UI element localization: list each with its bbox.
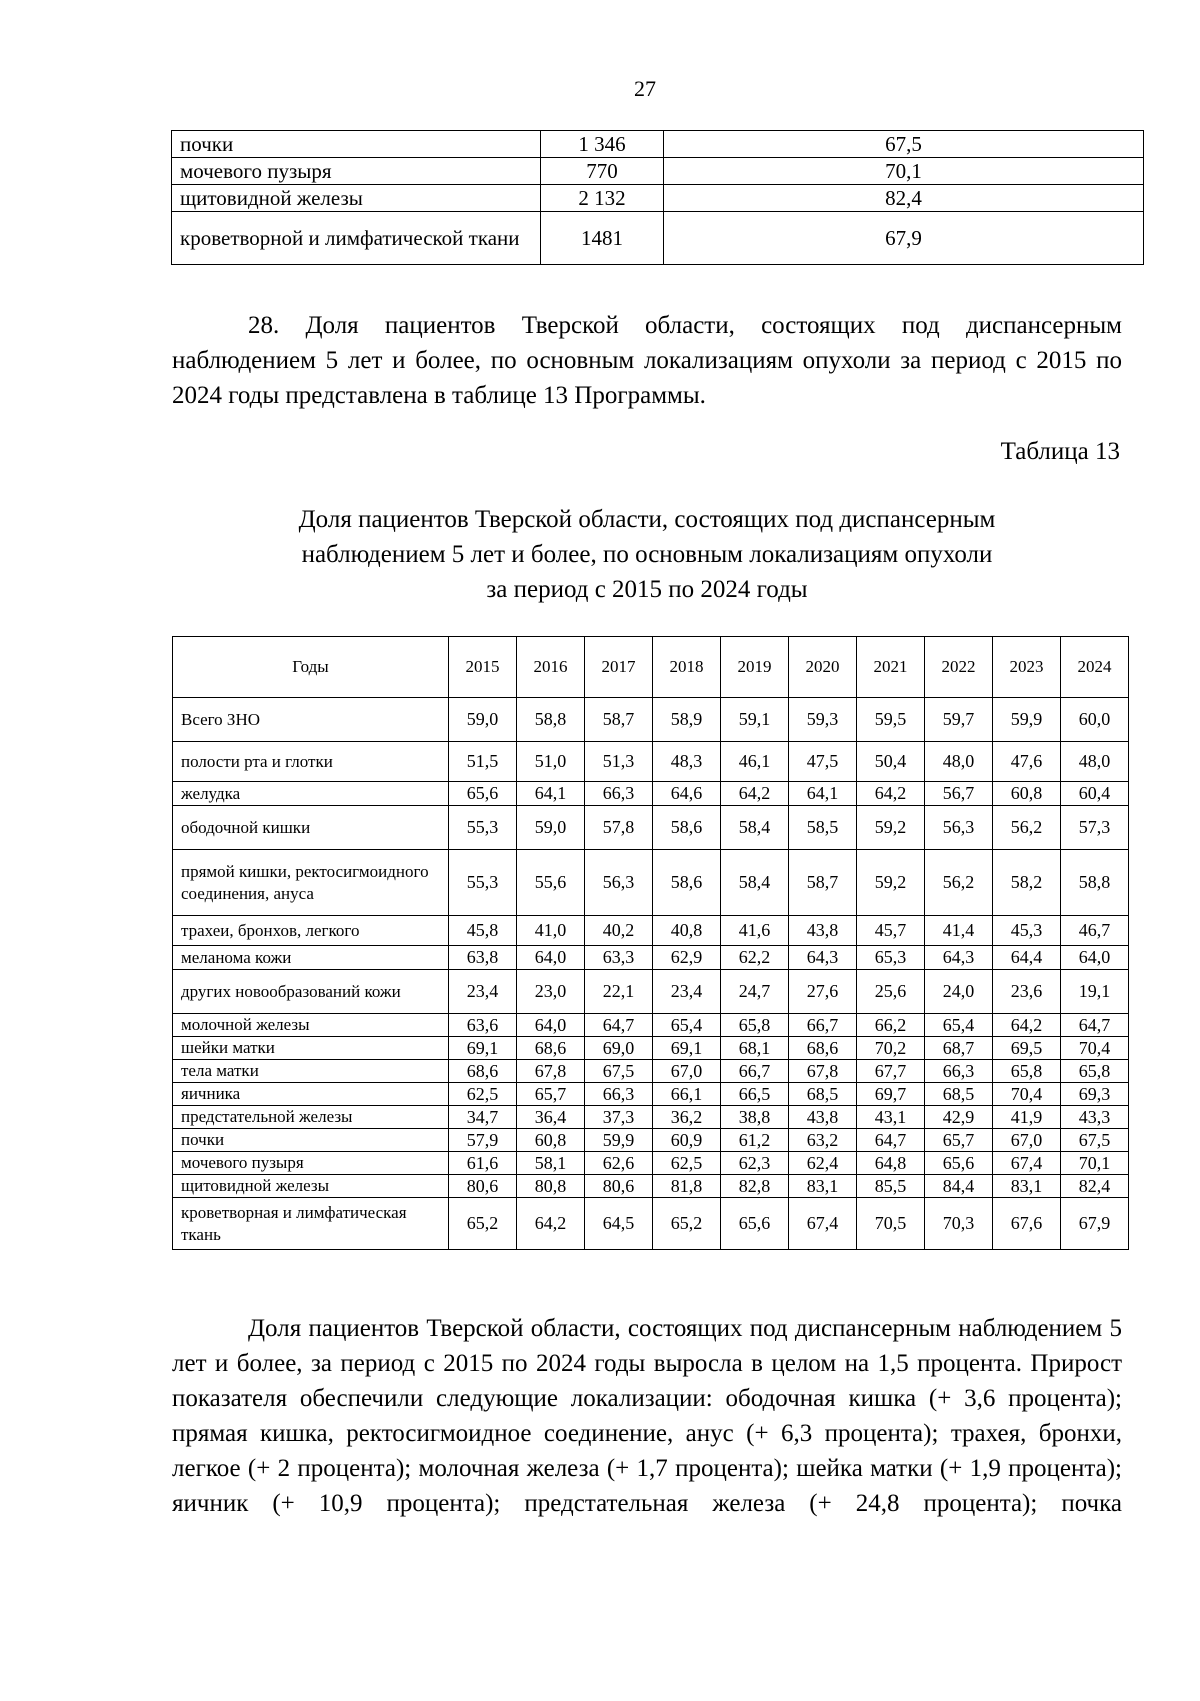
cell-value: 25,6 <box>857 970 925 1014</box>
cell-value: 64,5 <box>585 1198 653 1250</box>
cell-value: 67,6 <box>993 1198 1061 1250</box>
paragraph-summary <box>172 1311 1122 1521</box>
cell-value: 68,6 <box>789 1037 857 1060</box>
year-header: 2018 <box>653 637 721 698</box>
cell-value: 59,2 <box>857 806 925 850</box>
table-row <box>173 1037 1129 1060</box>
row-label: мочевого пузыря <box>173 1152 449 1175</box>
cell-value: 24,0 <box>925 970 993 1014</box>
row-label: яичника <box>173 1083 449 1106</box>
row-label: кроветворной и лимфатической ткани <box>172 212 541 265</box>
cell-value: 65,4 <box>925 1014 993 1037</box>
row-label: шейки матки <box>173 1037 449 1060</box>
cell-value: 22,1 <box>585 970 653 1014</box>
cell-value: 43,1 <box>857 1106 925 1129</box>
table-row <box>173 742 1129 782</box>
cell-value: 58,2 <box>993 850 1061 916</box>
cell-value: 40,2 <box>585 916 653 946</box>
cell-value: 80,6 <box>449 1175 517 1198</box>
cell-value: 65,6 <box>721 1198 789 1250</box>
cell-value: 59,1 <box>721 698 789 742</box>
cell-value: 65,2 <box>653 1198 721 1250</box>
table-row <box>173 698 1129 742</box>
cell-value: 57,3 <box>1061 806 1129 850</box>
cell-value: 58,4 <box>721 806 789 850</box>
cell-value: 55,6 <box>517 850 585 916</box>
page-number: 27 <box>634 76 656 101</box>
survival-table <box>172 636 1129 1250</box>
cell-value: 69,7 <box>857 1083 925 1106</box>
cell-value: 56,2 <box>993 806 1061 850</box>
cell-value: 48,0 <box>925 742 993 782</box>
cell-value: 66,3 <box>925 1060 993 1083</box>
cell-value: 62,5 <box>449 1083 517 1106</box>
table-row <box>173 916 1129 946</box>
cell-value: 48,3 <box>653 742 721 782</box>
cell-value: 58,4 <box>721 850 789 916</box>
cell-value: 57,9 <box>449 1129 517 1152</box>
cell-value: 62,5 <box>653 1152 721 1175</box>
cell-value: 59,5 <box>857 698 925 742</box>
cell-value: 67,8 <box>789 1060 857 1083</box>
cell-value: 59,3 <box>789 698 857 742</box>
cell-value: 23,4 <box>449 970 517 1014</box>
row-value: 70,1 <box>664 158 1144 185</box>
cell-value: 65,8 <box>721 1014 789 1037</box>
paragraph-text: Доля пациентов Тверской области, состоящих под диспансерным наблюдением 5 лет и более, за период с 2015 по 2024 годы выросла в целом на 1,5 процента. Прирост показателя обеспечили следующие локализации: ободочная кишка (+ 3,6 процента); прямая кишка, ректосигмоидное соединение, анус (+ 6,3 процента); трахея, бронхи, легкое (+ 2 процента); молочная железа (+ 1,7 процента); шейка матки (+ 1,9 процента); яичник (+ 10,9 процента); предстательная железа (+ 24,8 процента); почка <box>172 1315 1122 1517</box>
row-label: молочной железы <box>173 1014 449 1037</box>
row-label: меланома кожи <box>173 946 449 970</box>
cell-value: 41,4 <box>925 916 993 946</box>
cell-value: 58,8 <box>517 698 585 742</box>
cell-value: 48,0 <box>1061 742 1129 782</box>
cell-value: 46,7 <box>1061 916 1129 946</box>
cell-value: 58,6 <box>653 806 721 850</box>
cell-value: 82,8 <box>721 1175 789 1198</box>
row-count: 1481 <box>541 212 664 265</box>
cell-value: 41,9 <box>993 1106 1061 1129</box>
cell-value: 85,5 <box>857 1175 925 1198</box>
cell-value: 61,2 <box>721 1129 789 1152</box>
cell-value: 83,1 <box>993 1175 1061 1198</box>
cell-value: 56,3 <box>925 806 993 850</box>
cell-value: 70,2 <box>857 1037 925 1060</box>
cell-value: 70,1 <box>1061 1152 1129 1175</box>
row-label: Всего ЗНО <box>173 698 449 742</box>
cell-value: 55,3 <box>449 850 517 916</box>
cell-value: 59,0 <box>449 698 517 742</box>
year-header: 2023 <box>993 637 1061 698</box>
cell-value: 59,7 <box>925 698 993 742</box>
cell-value: 69,5 <box>993 1037 1061 1060</box>
cell-value: 62,2 <box>721 946 789 970</box>
cell-value: 58,7 <box>585 698 653 742</box>
cell-value: 63,3 <box>585 946 653 970</box>
cell-value: 60,9 <box>653 1129 721 1152</box>
table-row <box>173 1175 1129 1198</box>
cell-value: 58,7 <box>789 850 857 916</box>
cell-value: 67,8 <box>517 1060 585 1083</box>
cell-value: 65,8 <box>1061 1060 1129 1083</box>
table-title <box>172 502 1122 607</box>
cell-value: 62,4 <box>789 1152 857 1175</box>
year-header: 2019 <box>721 637 789 698</box>
table-row <box>173 1060 1129 1083</box>
cell-value: 63,2 <box>789 1129 857 1152</box>
table-row <box>173 1129 1129 1152</box>
row-label: прямой кишки, ректосигмоидного соединения, ануса <box>173 850 449 916</box>
year-header: 2016 <box>517 637 585 698</box>
cell-value: 60,8 <box>993 782 1061 806</box>
cell-value: 66,2 <box>857 1014 925 1037</box>
cell-value: 63,6 <box>449 1014 517 1037</box>
table-title-line: наблюдением 5 лет и более, по основным локализациям опухоли <box>301 541 993 568</box>
cell-value: 67,4 <box>789 1198 857 1250</box>
paragraph-28 <box>172 308 1122 413</box>
cell-value: 70,3 <box>925 1198 993 1250</box>
cell-value: 66,7 <box>721 1060 789 1083</box>
row-label: полости рта и глотки <box>173 742 449 782</box>
table-row <box>172 212 1144 265</box>
cell-value: 58,8 <box>1061 850 1129 916</box>
cell-value: 64,0 <box>517 946 585 970</box>
cell-value: 67,7 <box>857 1060 925 1083</box>
cell-value: 60,8 <box>517 1129 585 1152</box>
cell-value: 41,6 <box>721 916 789 946</box>
cell-value: 64,6 <box>653 782 721 806</box>
cell-value: 60,4 <box>1061 782 1129 806</box>
cell-value: 55,3 <box>449 806 517 850</box>
cell-value: 58,6 <box>653 850 721 916</box>
cell-value: 64,8 <box>857 1152 925 1175</box>
cell-value: 64,3 <box>789 946 857 970</box>
cell-value: 65,7 <box>925 1129 993 1152</box>
row-label: почки <box>172 131 541 158</box>
cell-value: 40,8 <box>653 916 721 946</box>
row-value: 67,5 <box>664 131 1144 158</box>
cell-value: 43,3 <box>1061 1106 1129 1129</box>
cell-value: 69,3 <box>1061 1083 1129 1106</box>
cell-value: 65,7 <box>517 1083 585 1106</box>
row-label: предстательной железы <box>173 1106 449 1129</box>
year-header: 2022 <box>925 637 993 698</box>
cell-value: 46,1 <box>721 742 789 782</box>
table-body <box>173 698 1129 1250</box>
cell-value: 65,3 <box>857 946 925 970</box>
cell-value: 51,5 <box>449 742 517 782</box>
cell-value: 70,5 <box>857 1198 925 1250</box>
cell-value: 66,1 <box>653 1083 721 1106</box>
cell-value: 57,8 <box>585 806 653 850</box>
cell-value: 64,7 <box>857 1129 925 1152</box>
cell-value: 43,8 <box>789 916 857 946</box>
cell-value: 68,5 <box>925 1083 993 1106</box>
cell-value: 70,4 <box>993 1083 1061 1106</box>
table-row <box>173 806 1129 850</box>
row-label: тела матки <box>173 1060 449 1083</box>
row-count: 2 132 <box>541 185 664 212</box>
row-label: кроветворная и лимфатическая ткань <box>173 1198 449 1250</box>
cell-value: 62,6 <box>585 1152 653 1175</box>
row-label: щитовидной железы <box>173 1175 449 1198</box>
table-row <box>173 946 1129 970</box>
cell-value: 68,7 <box>925 1037 993 1060</box>
cell-value: 36,4 <box>517 1106 585 1129</box>
row-label: почки <box>173 1129 449 1152</box>
table-row <box>173 1083 1129 1106</box>
cell-value: 67,0 <box>653 1060 721 1083</box>
row-label: мочевого пузыря <box>172 158 541 185</box>
cell-value: 63,8 <box>449 946 517 970</box>
table-row <box>173 850 1129 916</box>
cell-value: 65,4 <box>653 1014 721 1037</box>
cell-value: 64,7 <box>585 1014 653 1037</box>
cell-value: 64,3 <box>925 946 993 970</box>
cell-value: 64,4 <box>993 946 1061 970</box>
cell-value: 66,3 <box>585 1083 653 1106</box>
cell-value: 67,4 <box>993 1152 1061 1175</box>
cell-value: 81,8 <box>653 1175 721 1198</box>
table-row <box>173 1106 1129 1129</box>
cell-value: 45,7 <box>857 916 925 946</box>
year-header: 2021 <box>857 637 925 698</box>
header-row <box>173 637 1129 698</box>
cell-value: 34,7 <box>449 1106 517 1129</box>
cell-value: 42,9 <box>925 1106 993 1129</box>
cell-value: 24,7 <box>721 970 789 1014</box>
table-row <box>172 158 1144 185</box>
cell-value: 19,1 <box>1061 970 1129 1014</box>
table-row <box>172 131 1144 158</box>
cell-value: 60,0 <box>1061 698 1129 742</box>
continuation-table <box>171 130 1144 265</box>
cell-value: 56,3 <box>585 850 653 916</box>
cell-value: 41,0 <box>517 916 585 946</box>
cell-value: 64,2 <box>857 782 925 806</box>
cell-value: 65,8 <box>993 1060 1061 1083</box>
cell-value: 70,4 <box>1061 1037 1129 1060</box>
year-header: 2020 <box>789 637 857 698</box>
cell-value: 58,1 <box>517 1152 585 1175</box>
cell-value: 69,1 <box>653 1037 721 1060</box>
cell-value: 51,0 <box>517 742 585 782</box>
cell-value: 61,6 <box>449 1152 517 1175</box>
cell-value: 67,9 <box>1061 1198 1129 1250</box>
cell-value: 45,3 <box>993 916 1061 946</box>
table-row <box>173 1198 1129 1250</box>
table-row <box>173 782 1129 806</box>
cell-value: 67,5 <box>585 1060 653 1083</box>
table-row <box>173 1014 1129 1037</box>
cell-value: 45,8 <box>449 916 517 946</box>
row-count: 1 346 <box>541 131 664 158</box>
cell-value: 82,4 <box>1061 1175 1129 1198</box>
cell-value: 65,6 <box>449 782 517 806</box>
cell-value: 64,2 <box>993 1014 1061 1037</box>
paragraph-text: 28. Доля пациентов Тверской области, состоящих под диспансерным наблюдением 5 лет и более, по основным локализациям опухоли за период с 2015 по 2024 годы представлена в таблице 13 Программы. <box>172 312 1122 409</box>
cell-value: 47,6 <box>993 742 1061 782</box>
cell-value: 64,2 <box>517 1198 585 1250</box>
cell-value: 50,4 <box>857 742 925 782</box>
cell-value: 69,0 <box>585 1037 653 1060</box>
cell-value: 37,3 <box>585 1106 653 1129</box>
cell-value: 23,0 <box>517 970 585 1014</box>
cell-value: 65,6 <box>925 1152 993 1175</box>
cell-value: 68,1 <box>721 1037 789 1060</box>
cell-value: 27,6 <box>789 970 857 1014</box>
cell-value: 36,2 <box>653 1106 721 1129</box>
cell-value: 56,2 <box>925 850 993 916</box>
cell-value: 59,0 <box>517 806 585 850</box>
cell-value: 56,7 <box>925 782 993 806</box>
table-row <box>173 1152 1129 1175</box>
year-header: 2017 <box>585 637 653 698</box>
table-title-line: Доля пациентов Тверской области, состоящих под диспансерным <box>298 506 996 533</box>
table-row <box>173 970 1129 1014</box>
cell-value: 80,8 <box>517 1175 585 1198</box>
table-label: Таблица 13 <box>1000 438 1120 465</box>
row-count: 770 <box>541 158 664 185</box>
cell-value: 84,4 <box>925 1175 993 1198</box>
cell-value: 23,6 <box>993 970 1061 1014</box>
row-label: желудка <box>173 782 449 806</box>
cell-value: 65,2 <box>449 1198 517 1250</box>
row-value: 82,4 <box>664 185 1144 212</box>
cell-value: 80,6 <box>585 1175 653 1198</box>
row-value: 67,9 <box>664 212 1144 265</box>
table-row <box>172 185 1144 212</box>
header-label: Годы <box>173 637 449 698</box>
table-title-line: за период с 2015 по 2024 годы <box>486 576 808 603</box>
cell-value: 62,9 <box>653 946 721 970</box>
cell-value: 64,2 <box>721 782 789 806</box>
cell-value: 64,1 <box>789 782 857 806</box>
cell-value: 64,1 <box>517 782 585 806</box>
cell-value: 64,0 <box>517 1014 585 1037</box>
cell-value: 66,3 <box>585 782 653 806</box>
cell-value: 67,5 <box>1061 1129 1129 1152</box>
cell-value: 58,9 <box>653 698 721 742</box>
year-header: 2015 <box>449 637 517 698</box>
row-label: ободочной кишки <box>173 806 449 850</box>
cell-value: 59,9 <box>585 1129 653 1152</box>
cell-value: 67,0 <box>993 1129 1061 1152</box>
cell-value: 68,5 <box>789 1083 857 1106</box>
cell-value: 51,3 <box>585 742 653 782</box>
cell-value: 66,5 <box>721 1083 789 1106</box>
cell-value: 23,4 <box>653 970 721 1014</box>
row-label: щитовидной железы <box>172 185 541 212</box>
year-header: 2024 <box>1061 637 1129 698</box>
cell-value: 68,6 <box>517 1037 585 1060</box>
cell-value: 58,5 <box>789 806 857 850</box>
cell-value: 47,5 <box>789 742 857 782</box>
cell-value: 83,1 <box>789 1175 857 1198</box>
cell-value: 59,2 <box>857 850 925 916</box>
row-label: трахеи, бронхов, легкого <box>173 916 449 946</box>
row-label: других новообразований кожи <box>173 970 449 1014</box>
cell-value: 59,9 <box>993 698 1061 742</box>
cell-value: 69,1 <box>449 1037 517 1060</box>
cell-value: 66,7 <box>789 1014 857 1037</box>
cell-value: 43,8 <box>789 1106 857 1129</box>
cell-value: 68,6 <box>449 1060 517 1083</box>
cell-value: 64,0 <box>1061 946 1129 970</box>
cell-value: 62,3 <box>721 1152 789 1175</box>
cell-value: 38,8 <box>721 1106 789 1129</box>
cell-value: 64,7 <box>1061 1014 1129 1037</box>
